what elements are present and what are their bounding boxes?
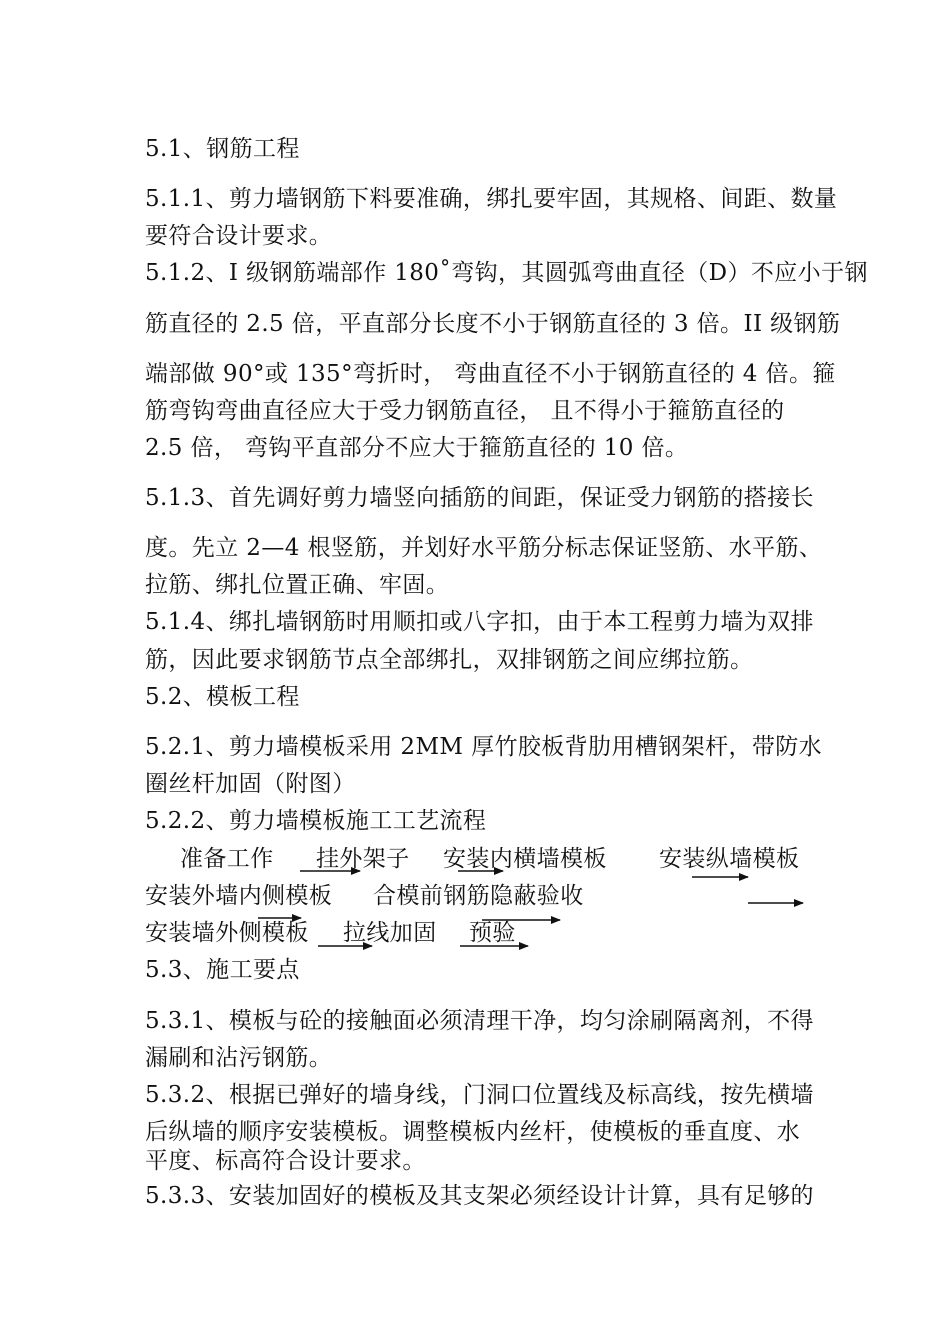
paragraph-line: 平度、标高符合设计要求。 [145, 1148, 426, 1174]
flow-step: 安装墙外侧模板 [145, 920, 309, 946]
paragraph-line: 5.1.4、绑扎墙钢筋时用顺扣或八字扣，由于本工程剪力墙为双排 [145, 609, 814, 635]
section-heading: 5.3、施工要点 [145, 957, 300, 983]
paragraph-line: 5.3.1、模板与砼的接触面必须清理干净，均匀涂刷隔离剂，不得 [145, 1008, 814, 1034]
paragraph-line: 筋直径的 2.5 倍，平直部分长度不小于钢筋直径的 3 倍。II 级钢筋 [145, 311, 841, 337]
paragraph-line: 拉筋、绑扎位置正确、牢固。 [145, 572, 450, 598]
paragraph-line: 5.1.3、首先调好剪力墙竖向插筋的间距，保证受力钢筋的搭接长 [145, 485, 814, 511]
section-heading: 5.2、模板工程 [145, 684, 300, 710]
paragraph-line: 圈丝杆加固（附图） [145, 771, 356, 797]
flow-step: 安装纵墙模板 [659, 846, 800, 872]
paragraph-line: 端部做 90°或 135°弯折时， 弯曲直径不小于钢筋直径的 4 倍。箍 [145, 361, 836, 387]
paragraph-line: 漏刷和沾污钢筋。 [145, 1045, 333, 1071]
paragraph-line: 5.2.1、剪力墙模板采用 2MM 厚竹胶板背肋用槽钢架杆，带防水 [145, 734, 823, 760]
flow-step: 安装内横墙模板 [443, 846, 607, 872]
paragraph-line: 筋弯钩弯曲直径应大于受力钢筋直径， 且不得小于箍筋直径的 [145, 398, 785, 424]
paragraph-line: 筋，因此要求钢筋节点全部绑扎，双排钢筋之间应绑拉筋。 [145, 647, 754, 673]
paragraph-line: 2.5 倍， 弯钩平直部分不应大于箍筋直径的 10 倍。 [145, 435, 689, 461]
paragraph-line: 要符合设计要求。 [145, 223, 333, 249]
paragraph-line: 5.2.2、剪力墙模板施工工艺流程 [145, 808, 487, 834]
flow-step: 挂外架子 [316, 846, 410, 872]
flow-step: 安装外墙内侧模板 [145, 883, 333, 909]
paragraph-line: 5.1.1、剪力墙钢筋下料要准确，绑扎要牢固，其规格、间距、数量 [145, 186, 838, 212]
flow-step: 准备工作 [180, 846, 274, 872]
flow-step: 合模前钢筋隐蔽验收 [373, 883, 584, 909]
section-heading: 5.1、钢筋工程 [145, 136, 300, 162]
flow-step: 拉线加固 [343, 920, 437, 946]
paragraph-line: 后纵墙的顺序安装模板。调整模板内丝杆，使模板的垂直度、水 [145, 1119, 801, 1145]
paragraph-line: 5.3.3、安装加固好的模板及其支架必须经设计计算，具有足够的 [145, 1183, 814, 1209]
paragraph-line: 5.3.2、根据已弹好的墙身线，门洞口位置线及标高线，按先横墙 [145, 1082, 814, 1108]
paragraph-line: 度。先立 2—4 根竖筋，并划好水平筋分标志保证竖筋、水平筋、 [145, 535, 823, 561]
paragraph-line: 5.1.2、I 级钢筋端部作 180˚弯钩，其圆弧弯曲直径（D）不应小于钢 [145, 260, 868, 286]
flow-step: 预验 [469, 920, 516, 946]
